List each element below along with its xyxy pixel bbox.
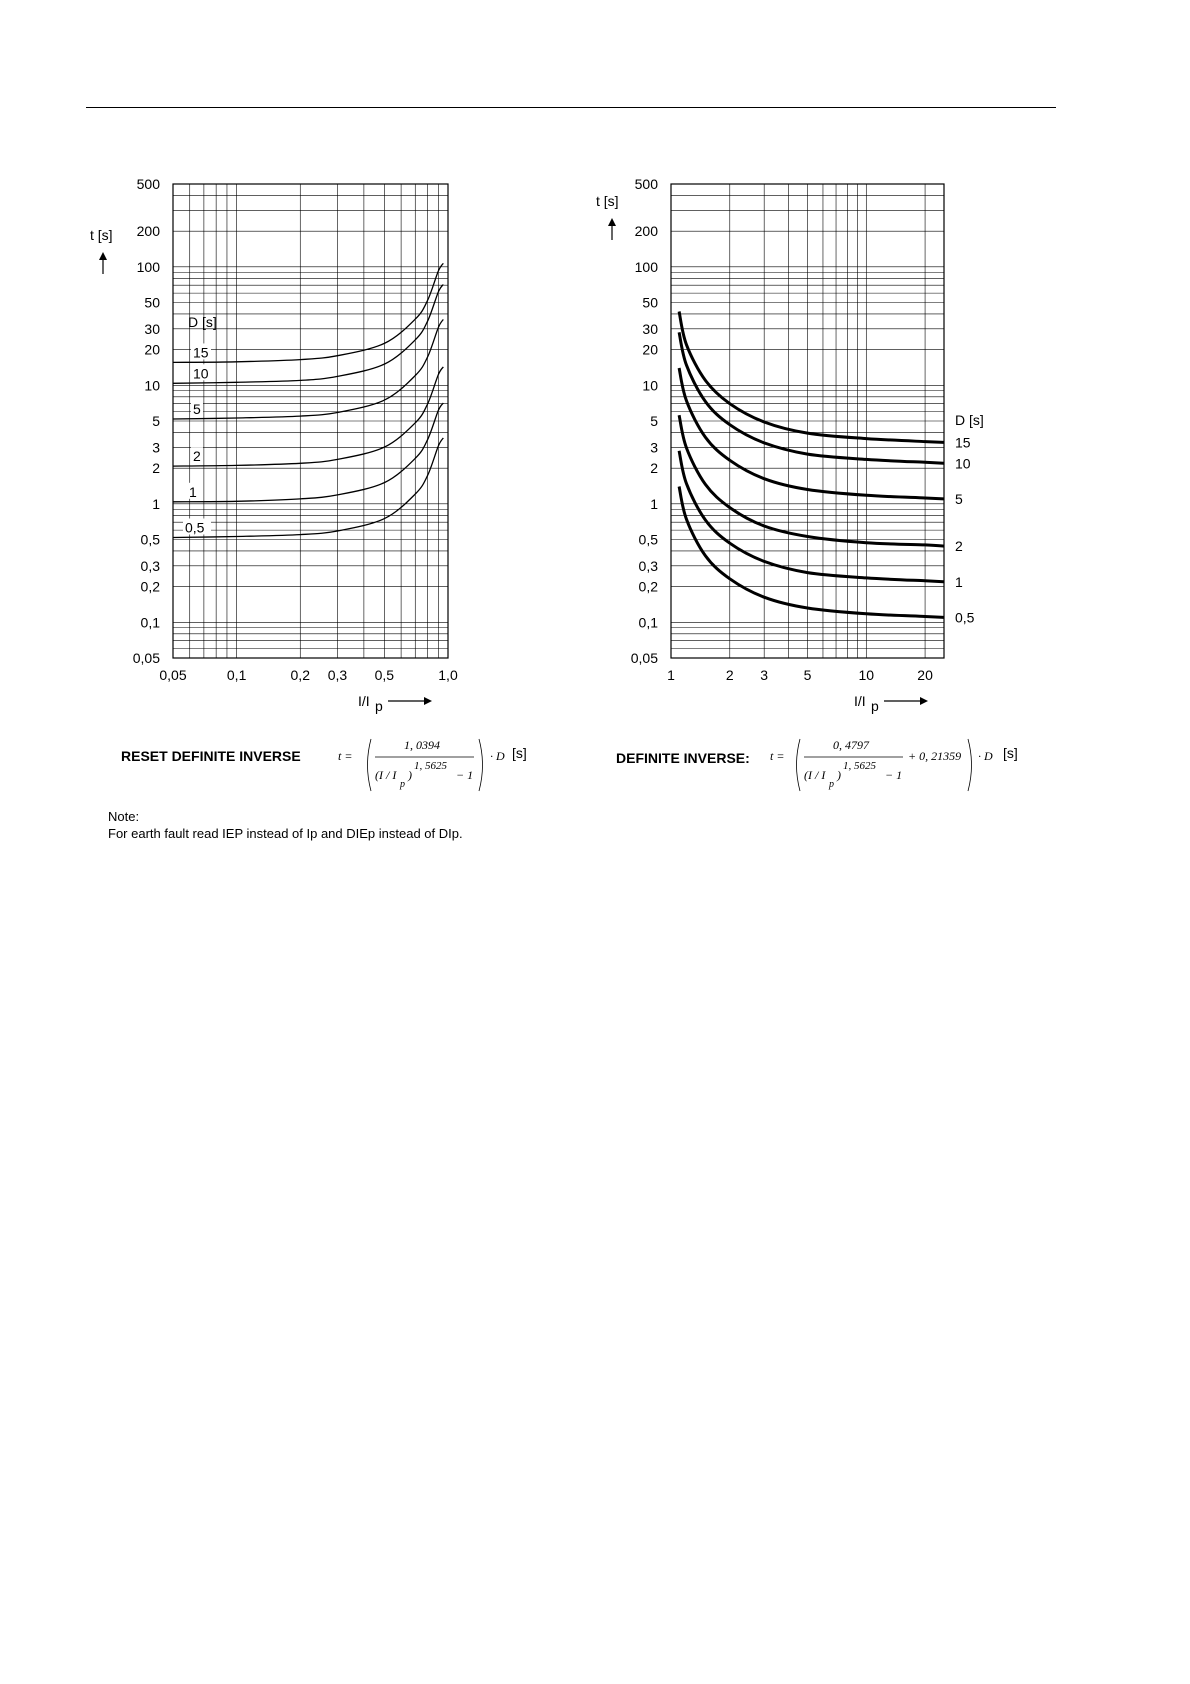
- y-axis-arrowhead: [608, 218, 616, 226]
- y-tick-label: 0,05: [132, 650, 160, 666]
- x-tick-label: 5: [803, 667, 812, 683]
- y-tick-label: 0,3: [638, 557, 658, 574]
- svg-text:t =: t =: [770, 749, 785, 763]
- x-axis-arrowhead: [920, 697, 928, 705]
- y-tick-label: 20: [642, 341, 658, 358]
- y-tick-label: 0,2: [638, 578, 658, 595]
- reset-formula-label: RESET DEFINITE INVERSE: [121, 748, 301, 764]
- x-axis-arrowhead: [424, 697, 432, 705]
- series-label: 15: [955, 434, 971, 451]
- x-tick-label: 10: [858, 667, 875, 683]
- svg-text:· D: · D: [978, 749, 993, 763]
- series-label: 5: [193, 400, 201, 417]
- svg-text:− 1: − 1: [456, 768, 474, 782]
- definite-formula-unit: [s]: [1003, 745, 1018, 761]
- series-label: 10: [955, 455, 971, 472]
- x-axis-label-subscript: p: [375, 698, 383, 714]
- series-label: 0,5: [955, 609, 975, 626]
- definite-formula-label: DEFINITE INVERSE:: [616, 750, 750, 766]
- y-tick-label: 2: [650, 460, 658, 477]
- y-tick-label: 0,1: [638, 614, 658, 631]
- y-tick-label: 30: [144, 320, 160, 337]
- y-tick-label: 3: [152, 439, 160, 456]
- y-tick-label: 0,5: [638, 531, 658, 548]
- y-tick-label: 2: [152, 460, 160, 477]
- series-curve: [173, 285, 443, 384]
- y-axis-label: t [s]: [596, 193, 619, 209]
- note-block: [108, 808, 463, 842]
- svg-text:1, 0394: 1, 0394: [404, 738, 440, 752]
- y-tick-label: 200: [136, 223, 160, 240]
- x-tick-label: 0,2: [290, 667, 310, 683]
- y-tick-label: 0,2: [140, 578, 160, 595]
- y-tick-label: 0,5: [140, 531, 160, 548]
- y-tick-label: 50: [144, 294, 160, 311]
- x-tick-label: 20: [917, 667, 933, 683]
- x-tick-label: 0,05: [159, 667, 187, 683]
- note-title: Note:: [108, 809, 140, 824]
- series-curve: [173, 367, 443, 466]
- y-tick-label: 20: [144, 341, 160, 358]
- y-axis-label: t [s]: [90, 227, 113, 243]
- y-tick-label: 100: [136, 258, 160, 275]
- y-tick-label: 5: [152, 413, 160, 429]
- y-tick-label: 30: [642, 320, 658, 337]
- svg-text:p: p: [400, 779, 405, 790]
- svg-text:− 1: − 1: [885, 768, 903, 782]
- x-tick-label: 3: [760, 667, 769, 683]
- y-tick-label: 100: [634, 258, 658, 275]
- series-label: 2: [193, 448, 201, 465]
- legend-title: D [s]: [188, 314, 217, 330]
- x-tick-label: 0,1: [226, 667, 247, 683]
- charts-canvas: [0, 0, 1190, 800]
- svg-text:+ 0, 21359: + 0, 21359: [908, 749, 962, 763]
- y-tick-label: 10: [642, 377, 658, 394]
- series-label: 0,5: [185, 519, 205, 536]
- y-tick-label: 500: [634, 176, 658, 192]
- x-axis-label: I/I: [358, 693, 370, 709]
- series-curve: [679, 487, 944, 618]
- series-label: 1: [955, 573, 963, 590]
- x-tick-label: 0,3: [327, 667, 348, 683]
- definite-formula: [770, 737, 1000, 797]
- note-text: For earth fault read IEP instead of Ip and DIEp instead of DIp.: [108, 826, 463, 841]
- svg-text:1, 5625: 1, 5625: [414, 760, 447, 772]
- svg-text:(I / I: (I / I: [804, 768, 826, 782]
- y-tick-label: 500: [136, 176, 160, 192]
- series-label: 5: [955, 490, 963, 507]
- x-tick-label: 2: [725, 667, 734, 683]
- svg-text:t =: t =: [338, 749, 353, 763]
- y-tick-label: 10: [144, 377, 160, 394]
- legend-title: D [s]: [955, 412, 984, 428]
- y-tick-label: 1: [650, 495, 658, 512]
- svg-text:p: p: [829, 779, 834, 790]
- y-tick-label: 1: [152, 495, 160, 512]
- y-tick-label: 0,1: [140, 614, 160, 631]
- svg-text:1, 5625: 1, 5625: [843, 760, 876, 772]
- x-tick-label: 0,5: [374, 667, 395, 683]
- chart-reset-definite-inverse: [90, 176, 458, 714]
- svg-text:): ): [408, 768, 412, 782]
- y-axis-arrowhead: [99, 252, 107, 260]
- y-tick-label: 0,05: [630, 650, 658, 666]
- x-axis-label: I/I: [854, 693, 866, 709]
- series-label: 1: [189, 483, 197, 500]
- svg-text:· D: · D: [490, 749, 505, 763]
- y-tick-label: 5: [650, 413, 658, 429]
- series-curve: [679, 312, 944, 443]
- reset-formula-unit: [s]: [512, 745, 527, 761]
- x-tick-label: 1,0: [438, 667, 458, 683]
- y-tick-label: 50: [642, 294, 658, 311]
- series-curve: [173, 319, 443, 419]
- svg-text:0, 4797: 0, 4797: [833, 738, 869, 752]
- series-curve: [679, 332, 944, 463]
- x-axis-label-subscript: p: [871, 698, 879, 714]
- svg-text:(I / I: (I / I: [375, 768, 397, 782]
- chart-definite-inverse: [596, 176, 984, 714]
- x-tick-label: 1: [667, 667, 675, 683]
- y-tick-label: 200: [634, 223, 658, 240]
- series-label: 10: [193, 365, 209, 382]
- series-label: 2: [955, 538, 963, 555]
- series-curve: [173, 438, 443, 538]
- definite-formula-graphic: [770, 737, 1000, 793]
- svg-text:): ): [837, 768, 841, 782]
- y-tick-label: 0,3: [140, 557, 160, 574]
- series-label: 15: [193, 344, 209, 361]
- y-tick-label: 3: [650, 439, 658, 456]
- series-curve: [679, 451, 944, 582]
